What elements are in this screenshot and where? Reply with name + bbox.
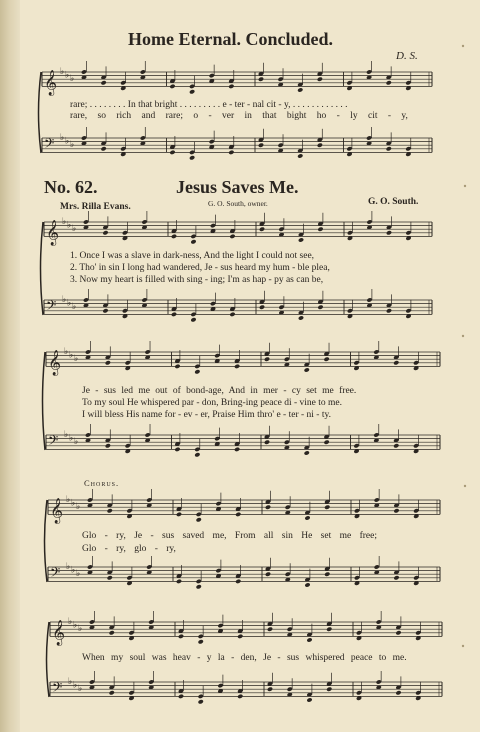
- svg-text:𝄢: 𝄢: [48, 432, 59, 452]
- owner-credit: G. O. South, owner.: [208, 199, 268, 208]
- svg-text:♭: ♭: [69, 350, 74, 361]
- svg-text:𝄞: 𝄞: [52, 620, 66, 646]
- svg-text:♭: ♭: [64, 430, 69, 440]
- intro-lyric-line-2: rare, so rich and rare; o - ver in that bight ho - ly cit - y,: [70, 111, 408, 121]
- svg-text:𝄞: 𝄞: [46, 220, 60, 246]
- verse-2-line-2: To my soul He whispered par - don, Bring-ing peace di - vine to me.: [82, 398, 342, 408]
- intro-lyric-line-1: rare; . . . . . . . . In that bright . . . . . . . . . e - ter - nal cit - y, . . . . . . . . . . . .: [70, 100, 348, 110]
- svg-text:♭: ♭: [72, 302, 77, 312]
- svg-text:♭: ♭: [67, 298, 72, 309]
- composer-credit: G. O. South.: [368, 197, 419, 207]
- svg-text:♭: ♭: [78, 624, 83, 634]
- svg-text:♭: ♭: [62, 217, 67, 227]
- svg-text:♭: ♭: [74, 354, 79, 364]
- svg-text:𝄢: 𝄢: [44, 135, 55, 155]
- svg-text:♭: ♭: [68, 617, 73, 627]
- svg-text:♭: ♭: [71, 565, 76, 576]
- svg-text:𝄢: 𝄢: [50, 564, 61, 584]
- svg-text:♭: ♭: [66, 562, 71, 572]
- svg-text:𝄞: 𝄞: [44, 70, 58, 96]
- svg-text:♭: ♭: [72, 224, 77, 234]
- hymn-number: No. 62.: [44, 177, 98, 197]
- svg-text:♭: ♭: [69, 433, 74, 444]
- svg-text:♭: ♭: [74, 437, 79, 447]
- final-lyric-line: When my soul was heav - y la - den, Je - sus whispered peace to me.: [82, 653, 407, 663]
- chorus-label: Chorus.: [84, 478, 120, 488]
- svg-text:♭: ♭: [71, 498, 76, 509]
- svg-text:♭: ♭: [66, 495, 71, 505]
- svg-text:♭: ♭: [64, 347, 69, 357]
- svg-text:♭: ♭: [70, 140, 75, 150]
- svg-text:♭: ♭: [62, 295, 67, 305]
- page-heading: Home Eternal. Concluded.: [128, 29, 333, 49]
- verse-3-line-2: I will bless His name for - ev - er, Praise Him thro' e - ter - ni - ty.: [82, 410, 331, 420]
- svg-text:𝄢: 𝄢: [52, 679, 63, 699]
- svg-text:♭: ♭: [76, 502, 81, 512]
- svg-text:𝄞: 𝄞: [48, 350, 62, 376]
- verse-2-line-1: 2. Tho' in sin I long had wandered, Je - sus heard my hum - ble plea,: [70, 263, 330, 273]
- svg-text:♭: ♭: [78, 684, 83, 694]
- verse-3-line-1: 3. Now my heart is filled with sing - ing; I'm as hap - py as can be,: [70, 275, 324, 285]
- chorus-line-1: Glo - ry, Je - sus saved me, From all sin He set me free;: [82, 531, 377, 541]
- verse-1-line-2: Je - sus led me out of bond-age, And in mer - cy set me free.: [82, 386, 357, 396]
- svg-text:𝄢: 𝄢: [46, 297, 57, 317]
- svg-text:𝄞: 𝄞: [50, 498, 64, 524]
- svg-text:♭: ♭: [73, 680, 78, 691]
- svg-text:♭: ♭: [70, 74, 75, 84]
- verse-1-line-1: 1. Once I was a slave in dark-ness, And the light I could not see,: [70, 251, 315, 261]
- svg-text:♭: ♭: [60, 67, 65, 77]
- svg-text:♭: ♭: [65, 136, 70, 147]
- chorus-line-2: Glo - ry, glo - ry,: [82, 544, 176, 554]
- lyricist-credit: Mrs. Rilla Evans.: [60, 202, 131, 212]
- svg-text:♭: ♭: [76, 569, 81, 579]
- ds-marker: D. S.: [396, 50, 418, 62]
- hymn-title: Jesus Saves Me.: [176, 177, 299, 197]
- svg-text:♭: ♭: [65, 70, 70, 81]
- svg-text:♭: ♭: [60, 133, 65, 143]
- svg-text:♭: ♭: [68, 677, 73, 687]
- svg-text:♭: ♭: [67, 220, 72, 231]
- svg-text:♭: ♭: [73, 620, 78, 631]
